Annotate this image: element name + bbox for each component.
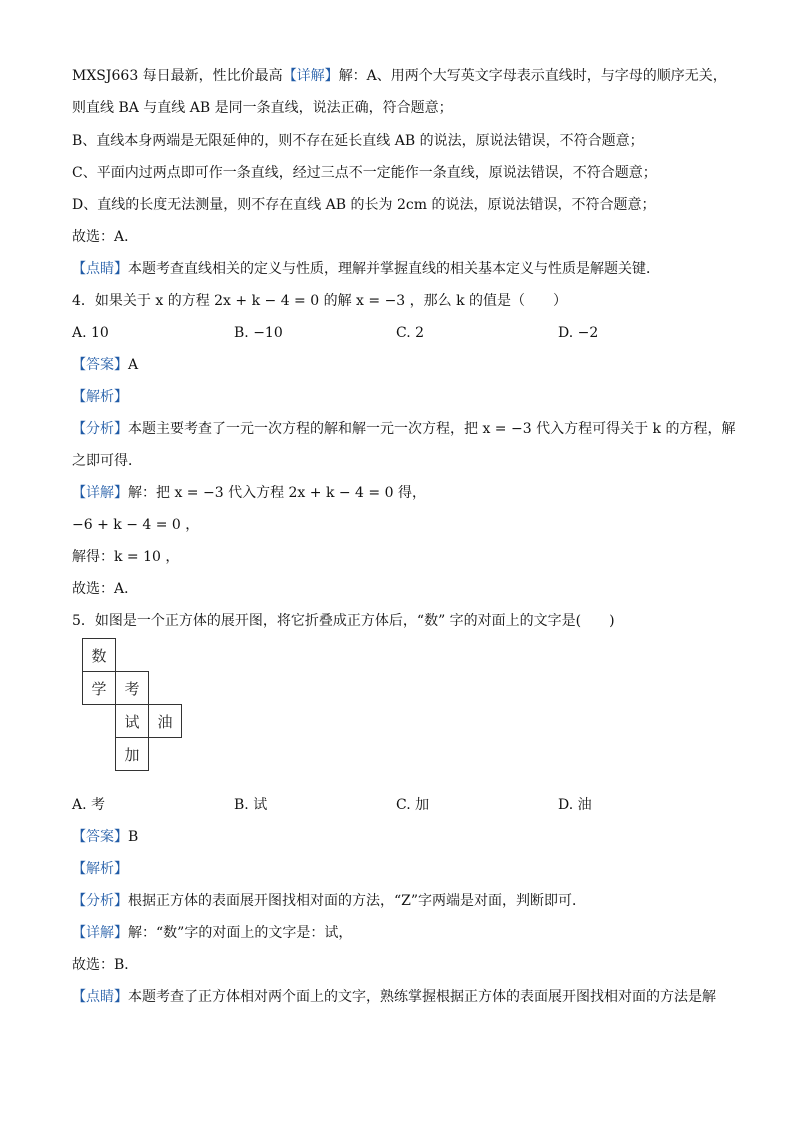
net-cell-you: 油	[148, 704, 182, 738]
text-run: 解：A、用两个大写英文字母表示直线时，与字母的顺序无关，	[338, 68, 727, 84]
line-4	[72, 163, 734, 183]
q4-analysis-label: 【解析】	[72, 389, 128, 405]
q5-remark-line	[72, 987, 734, 1007]
question-4	[72, 291, 734, 311]
text-run: −6 + k − 4 = 0 ，	[72, 517, 200, 533]
line-7	[72, 259, 734, 279]
q4-option-b: B. −10	[234, 325, 283, 341]
text-run: 之即可得．	[72, 453, 142, 469]
q5-analysis-label: 【解析】	[72, 861, 128, 877]
line-5	[72, 195, 734, 215]
q4-step-line	[72, 515, 734, 535]
answer-value: B	[128, 829, 139, 845]
text-run: B、直线本身两端是无限延伸的，则不存在延长直线 AB 的说法，原说法错误，不符合题意；	[72, 133, 644, 149]
remark-label: 【点睛】	[72, 261, 128, 277]
answer-value: A	[128, 357, 139, 373]
text-run: 本题考查了正方体相对两个面上的文字，熟练掌握根据正方体的表面展开图找相对面的方法是解	[128, 989, 716, 1005]
text-run: 解：“数”字的对面上的文字是：试，	[128, 925, 353, 941]
q5-analysis-line	[72, 891, 734, 911]
q4-choice-line	[72, 579, 734, 599]
text-run: MXSJ663 每日最新，性比价最高	[72, 68, 283, 84]
line-3	[72, 131, 734, 151]
text-run: 故选：A．	[72, 229, 139, 245]
question-5: 5．如图是一个正方体的展开图，将它折叠成正方体后，“数” 字的对面上的文字是( )	[72, 613, 615, 629]
q4-analysis-line	[72, 419, 734, 439]
net-cell-kao: 考	[115, 671, 149, 705]
text-run: 故选：B．	[72, 957, 139, 973]
line-6	[72, 227, 734, 247]
detail-label: 【详解】	[282, 68, 339, 84]
line-2	[72, 98, 734, 118]
remark-label: 【点睛】	[72, 989, 128, 1005]
q4-option-a: A. 10	[72, 325, 109, 341]
q5-detail-line	[72, 923, 734, 943]
line-1	[72, 66, 734, 86]
q5-choice-line	[72, 955, 734, 975]
q4-step-line	[72, 547, 734, 567]
analysis-label: 【分析】	[72, 421, 128, 437]
q5-option-d: D. 油	[558, 797, 592, 813]
text-run: C、平面内过两点即可作一条直线，经过三点不一定能作一条直线，原说法错误，不符合题意；	[72, 165, 657, 181]
q4-option-d: D. −2	[558, 325, 599, 341]
q5-option-a: A. 考	[72, 797, 106, 813]
answer-label: 【答案】	[72, 829, 128, 845]
q5-option-b: B. 试	[234, 797, 268, 813]
net-cell-jia: 加	[115, 737, 149, 771]
q5-answer	[72, 827, 734, 847]
text-run: D、直线的长度无法测量，则不存在直线 AB 的长为 2cm 的说法，原说法错误，不符合题意；	[72, 197, 656, 213]
net-cell-xue: 学	[82, 671, 116, 705]
text-run: 故选：A．	[72, 581, 139, 597]
q5-option-c: C. 加	[396, 797, 430, 813]
detail-label: 【详解】	[72, 485, 128, 501]
answer-label: 【答案】	[72, 357, 128, 373]
detail-label: 【详解】	[72, 925, 128, 941]
q4-answer	[72, 355, 734, 375]
q4-detail-line	[72, 483, 734, 503]
text-run: 本题考查直线相关的定义与性质，理解并掌握直线的相关基本定义与性质是解题关键．	[128, 261, 660, 277]
text-run: 解：把 x = −3 代入方程 2x + k − 4 = 0 得，	[128, 485, 426, 501]
question-text: 4．如果关于 x 的方程 2x + k − 4 = 0 的解 x = −3 ，那么 k 的值是（ ）	[72, 293, 568, 309]
net-cell-shu: 数	[82, 638, 116, 672]
text-run: 本题主要考查了一元一次方程的解和解一元一次方程，把 x = −3 代入方程可得关于 k 的方程，解	[128, 421, 736, 437]
text-run: 解得：k = 10 ，	[72, 549, 180, 565]
text-run: 则直线 BA 与直线 AB 是同一条直线，说法正确，符合题意；	[72, 100, 453, 116]
text-run: 根据正方体的表面展开图找相对面的方法，“Z”字两端是对面，判断即可．	[128, 893, 587, 909]
q4-analysis-line	[72, 451, 734, 471]
analysis-label: 【分析】	[72, 893, 128, 909]
net-cell-shi: 试	[115, 704, 149, 738]
q4-option-c: C. 2	[396, 325, 425, 341]
